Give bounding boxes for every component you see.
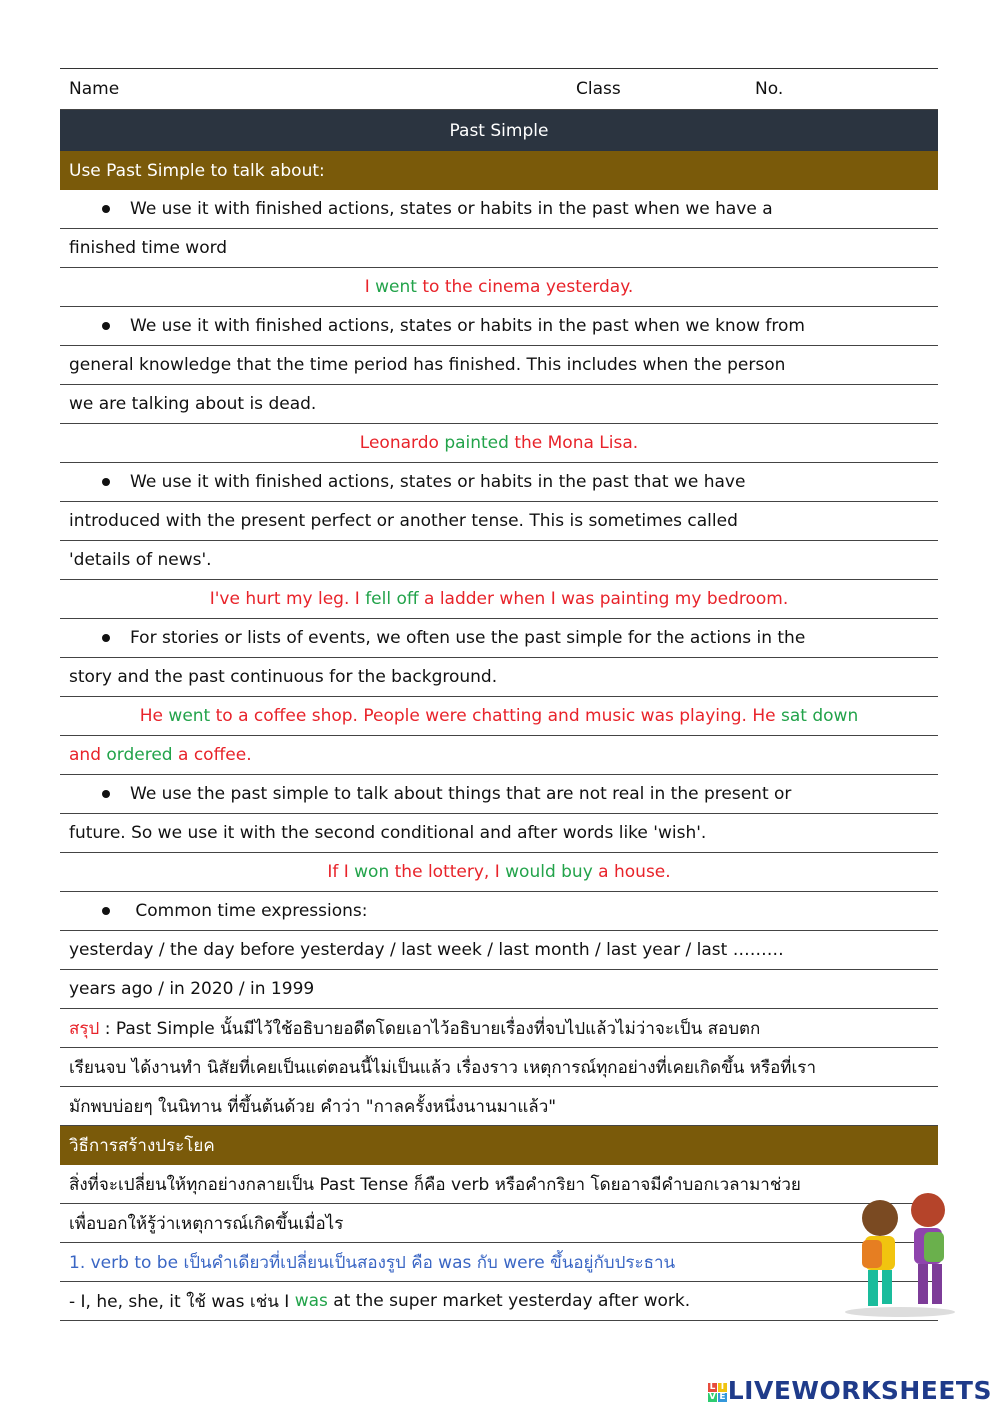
text-segment: Use Past Simple to talk about: [69,160,325,181]
bullet-icon [102,634,110,642]
text-segment: story and the past continuous for the background. [69,667,498,687]
bullet-icon [102,322,110,330]
text-line [60,1243,938,1282]
text-segment: ordered [106,745,173,765]
liveworksheets-logo [708,1376,992,1405]
example-sentence [60,697,938,736]
text-line [60,1048,938,1087]
text-line [60,1282,938,1321]
bullet-point [60,463,938,502]
text-segment: introduced with the present perfect or another tense. This is sometimes called [69,511,738,531]
text-segment: I [364,277,376,297]
text-segment: painted [444,433,509,453]
text-segment: : Past Simple นั้นมีไว้ใช้อธิบายอดีตโดยเอาไว้อธิบายเรื่องที่จบไปแล้วไม่ว่าจะเป็น สอบตก [99,1018,761,1039]
example-sentence [60,580,938,619]
section-header [60,1126,938,1165]
text-segment: If I [327,862,355,882]
text-line [60,970,938,1009]
text-line [60,385,938,424]
bullet-point [60,619,938,658]
text-segment: finished time word [69,238,228,258]
bullet-point [60,892,938,931]
logo-mark: L IV E [709,1381,727,1402]
text-segment: We use it with finished actions, states or habits in the past that we have [130,472,746,492]
bullet-icon [102,205,110,213]
text-segment: 1. verb to be เป็นคำเดียวที่เปลี่ยนเป็นสองรูป คือ was กับ were ขึ้นอยู่กับประธาน [69,1252,676,1273]
text-segment: to a coffee shop. People were chatting and music was playing. He [210,706,781,726]
bullet-icon [102,907,110,915]
text-segment: future. So we use it with the second conditional and after words like 'wish'. [69,823,707,843]
text-line [60,814,938,853]
text-segment: Leonardo [359,433,445,453]
text-segment: Common time expressions: [130,901,368,921]
text-segment: a ladder when I was painting my bedroom. [418,589,789,609]
bullet-icon [102,478,110,486]
text-line [60,229,938,268]
text-segment: a house. [592,862,671,882]
text-segment: มักพบบ่อยๆ ในนิทาน ที่ขึ้นต้นด้วย คำว่า "กาลครั้งหนึ่งนานมาแล้ว" [69,1096,557,1117]
text-line [60,658,938,697]
name-row [60,69,938,110]
example-sentence [60,853,938,892]
text-segment: เพื่อบอกให้รู้ว่าเหตุการณ์เกิดขึ้นเมื่อไร [69,1213,344,1234]
text-line [60,541,938,580]
text-segment: We use it with finished actions, states or habits in the past when we have a [130,199,773,219]
text-segment: He [139,706,169,726]
bullet-icon [102,790,110,798]
text-segment: general knowledge that the time period has finished. This includes when the person [69,355,786,375]
worksheet-table [60,68,938,1321]
name-label: Name [69,79,120,99]
example-sentence [60,268,938,307]
text-line [60,502,938,541]
section-header [60,151,938,190]
text-segment: สิ่งที่จะเปลี่ยนให้ทุกอย่างกลายเป็น Past Tense ก็คือ verb หรือคำกริยา โดยอาจมีคำบอกเวลามาช่วย [69,1174,801,1195]
text-segment: 'details of news'. [69,550,212,570]
text-segment: We use the past simple to talk about things that are not real in the present or [130,784,792,804]
text-segment: fell off [365,589,419,609]
text-segment: - I, he, she, it ใช้ was เช่น I [69,1291,295,1312]
page-title: Past Simple [60,110,938,151]
text-segment: at the super market yesterday after work. [327,1291,691,1311]
text-line [60,1204,938,1243]
text-segment: was [294,1291,328,1311]
text-segment: went [168,706,211,726]
text-segment: the lottery, I [389,862,506,882]
text-segment: yesterday / the day before yesterday / last week / last month / last year / last ……… [69,940,784,960]
text-segment: went [375,277,417,297]
text-segment: sat down [781,706,859,726]
bullet-point [60,775,938,814]
text-segment: the Mona Lisa. [508,433,639,453]
text-segment: won [354,862,390,882]
text-segment: we are talking about is dead. [69,394,317,414]
text-segment: and [69,745,107,765]
text-segment: We use it with finished actions, states or habits in the past when we know from [130,316,805,336]
example-sentence [60,424,938,463]
text-segment: วิธีการสร้างประโยค [69,1136,215,1156]
text-line [60,1165,938,1204]
text-segment: years ago / in 2020 / in 1999 [69,979,315,999]
text-line [60,346,938,385]
number-label: No. [755,79,784,99]
bullet-point [60,307,938,346]
text-segment: to the cinema yesterday. [416,277,634,297]
text-line [60,1087,938,1126]
kids-illustration [840,1188,960,1318]
logo-text: LIVEWORKSHEETS [727,1376,992,1405]
text-line [60,931,938,970]
text-line [60,1009,938,1048]
class-label: Class [576,79,621,99]
text-segment: สรุป [69,1018,100,1039]
text-segment: would buy [505,862,593,882]
content-rows [60,151,938,1321]
text-segment: เรียนจบ ได้งานทำ นิสัยที่เคยเป็นแต่ตอนนี้ไม่เป็นแล้ว เรื่องราว เหตุการณ์ทุกอย่างที่เคยเกิดขึ้น หรือที่เรา [69,1057,816,1078]
text-segment: a coffee. [172,745,252,765]
text-segment: I've hurt my leg. I [209,589,366,609]
text-segment: For stories or lists of events, we often use the past simple for the actions in the [130,628,806,648]
bullet-point [60,190,938,229]
text-line [60,736,938,775]
